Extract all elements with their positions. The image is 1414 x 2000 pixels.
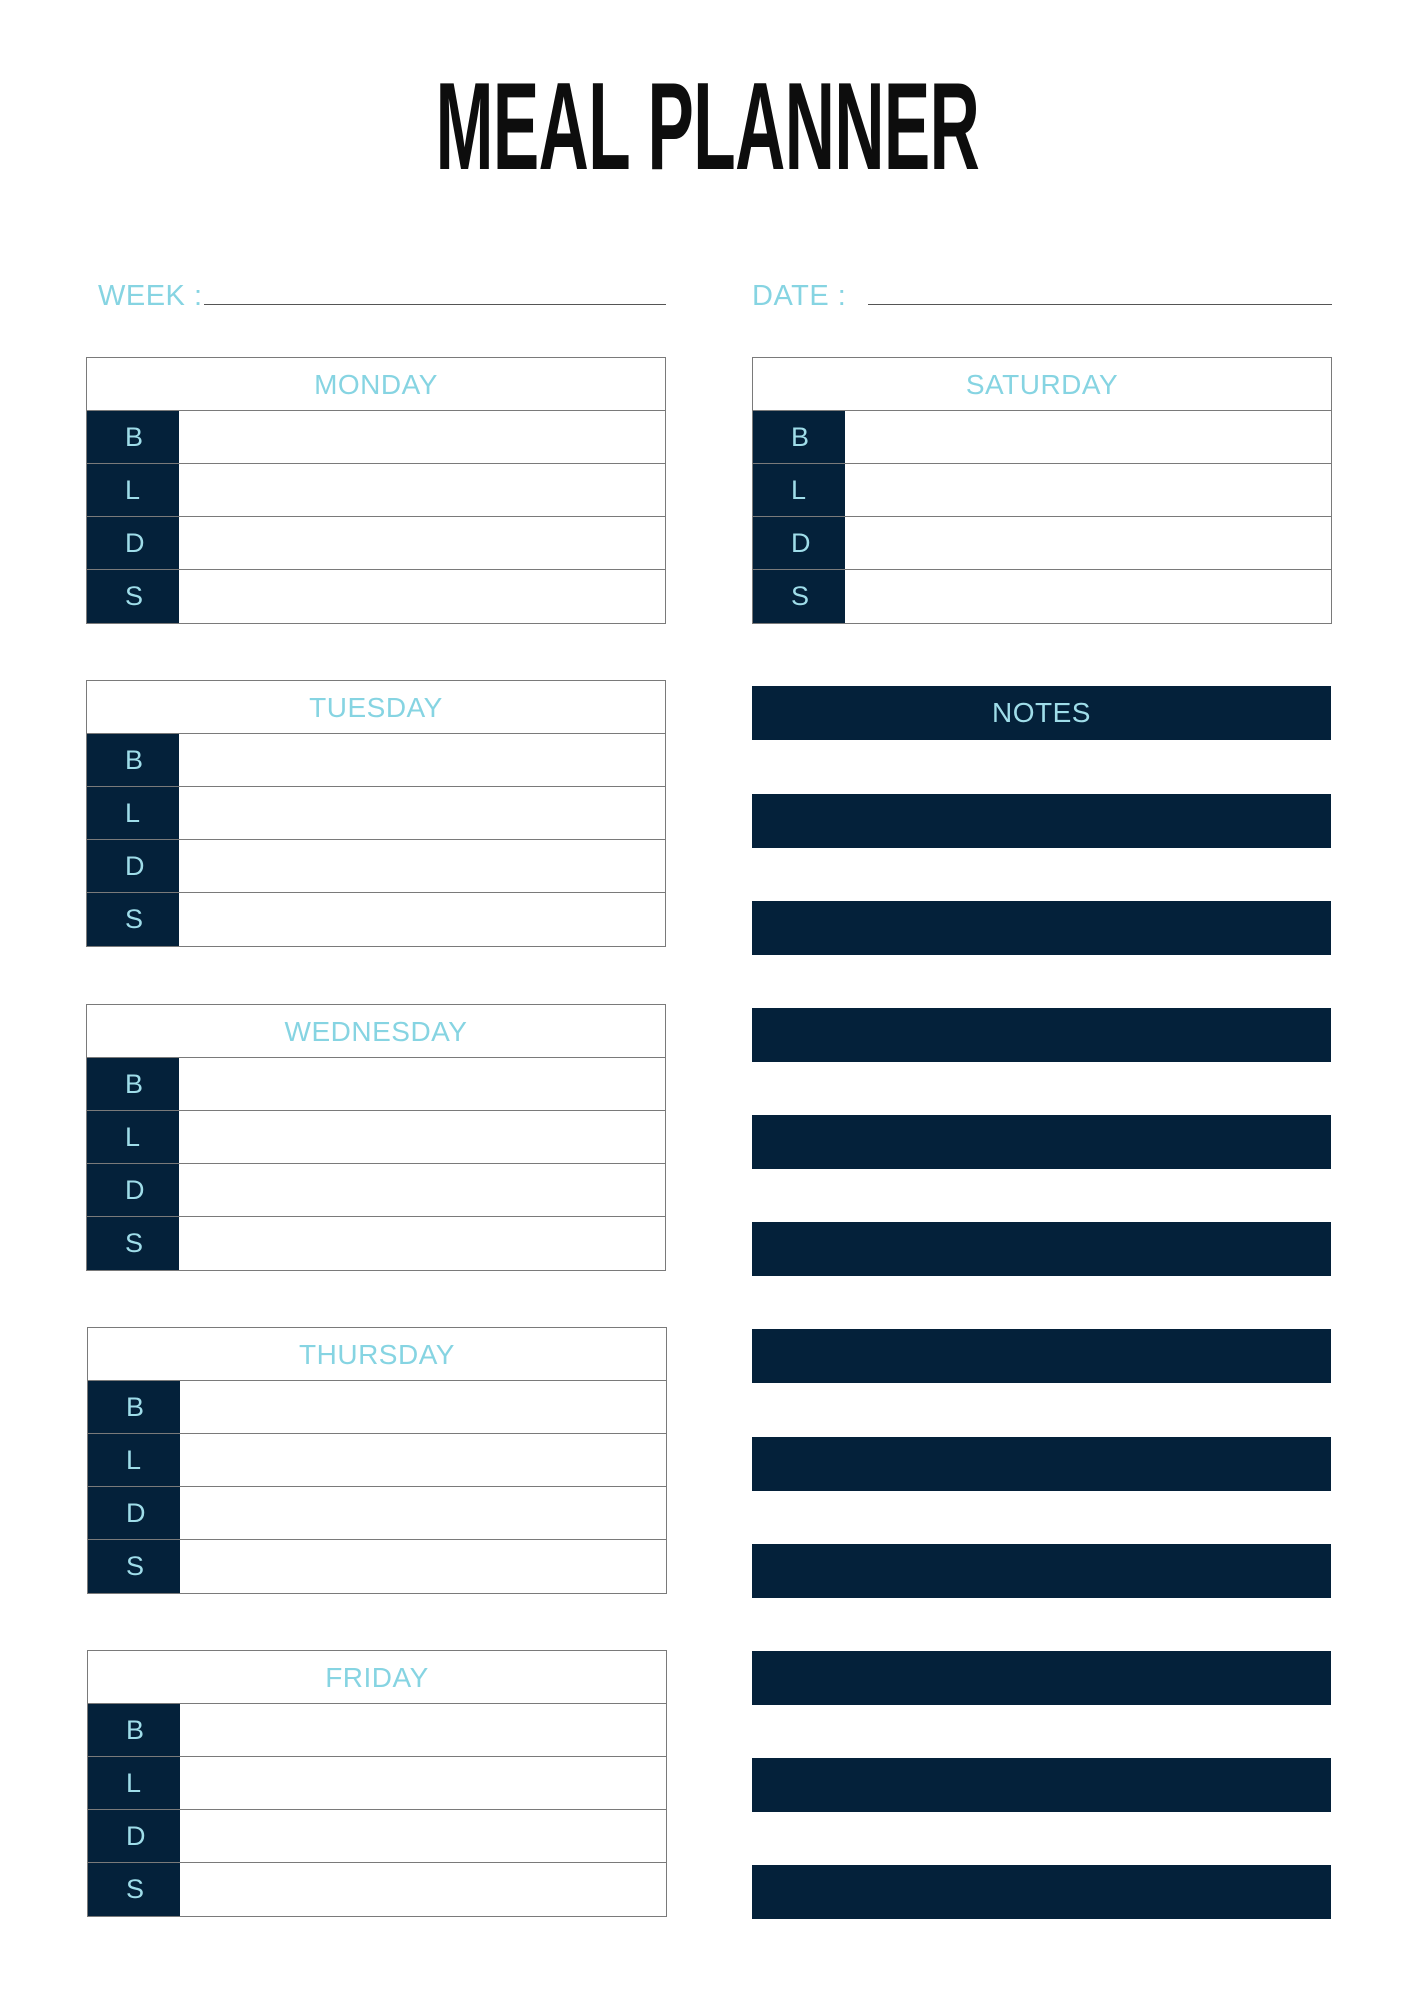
meal-row-snack[interactable]: [88, 1863, 666, 1916]
meal-row-lunch[interactable]: [753, 464, 1331, 517]
meal-entry[interactable]: [179, 464, 665, 516]
day-friday: [87, 1650, 667, 1917]
meal-letter: L: [87, 464, 179, 516]
meal-entry[interactable]: [179, 1111, 665, 1163]
meal-letter: D: [87, 517, 179, 569]
meal-letter: L: [753, 464, 845, 516]
meal-row-breakfast[interactable]: [88, 1381, 666, 1434]
meal-row-dinner[interactable]: [88, 1487, 666, 1540]
date-field[interactable]: [752, 274, 1332, 314]
day-header-monday: MONDAY: [87, 358, 665, 411]
meal-letter: D: [88, 1810, 180, 1862]
meal-row-lunch[interactable]: [87, 464, 665, 517]
meal-entry[interactable]: [179, 734, 665, 786]
day-header-thursday: THURSDAY: [88, 1328, 666, 1381]
notes-line[interactable]: [752, 1758, 1331, 1812]
meal-entry[interactable]: [180, 1434, 666, 1486]
meal-row-breakfast[interactable]: [87, 1058, 665, 1111]
meal-letter: S: [87, 1217, 179, 1270]
day-header-wednesday: WEDNESDAY: [87, 1005, 665, 1058]
notes-line[interactable]: [752, 1651, 1331, 1705]
meal-row-lunch[interactable]: [87, 787, 665, 840]
meal-letter: L: [87, 787, 179, 839]
notes-line[interactable]: [752, 1437, 1331, 1491]
day-header-friday: FRIDAY: [88, 1651, 666, 1704]
notes-line[interactable]: [752, 1115, 1331, 1169]
meal-row-snack[interactable]: [88, 1540, 666, 1593]
meal-letter: B: [88, 1381, 180, 1433]
meal-row-lunch[interactable]: [88, 1434, 666, 1487]
meal-entry[interactable]: [845, 570, 1331, 623]
meal-letter: B: [87, 734, 179, 786]
meal-entry[interactable]: [179, 1164, 665, 1216]
meal-entry[interactable]: [180, 1810, 666, 1862]
notes-title: NOTES: [752, 686, 1331, 740]
notes-line[interactable]: [752, 1222, 1331, 1276]
day-monday: [86, 357, 666, 624]
day-header-tuesday: TUESDAY: [87, 681, 665, 734]
meal-entry[interactable]: [179, 787, 665, 839]
meal-row-breakfast[interactable]: [753, 411, 1331, 464]
date-input-line[interactable]: [868, 304, 1332, 305]
meal-letter: B: [753, 411, 845, 463]
meal-entry[interactable]: [180, 1540, 666, 1593]
meal-letter: S: [753, 570, 845, 623]
meal-row-snack[interactable]: [87, 570, 665, 623]
meal-row-snack[interactable]: [87, 1217, 665, 1270]
meal-row-dinner[interactable]: [88, 1810, 666, 1863]
meal-letter: S: [87, 570, 179, 623]
meal-entry[interactable]: [180, 1487, 666, 1539]
page-title: [0, 58, 1414, 196]
day-wednesday: [86, 1004, 666, 1271]
meal-entry[interactable]: [179, 840, 665, 892]
meal-entry[interactable]: [179, 893, 665, 946]
meal-entry[interactable]: [180, 1704, 666, 1756]
meal-row-snack[interactable]: [753, 570, 1331, 623]
meal-letter: S: [88, 1540, 180, 1593]
day-thursday: [87, 1327, 667, 1594]
meal-entry[interactable]: [179, 517, 665, 569]
page-title-text: MEAL PLANNER: [435, 58, 979, 196]
meal-letter: S: [87, 893, 179, 946]
meal-entry[interactable]: [845, 464, 1331, 516]
meal-letter: D: [88, 1487, 180, 1539]
meal-entry[interactable]: [180, 1863, 666, 1916]
meal-letter: L: [88, 1434, 180, 1486]
week-label: WEEK :: [98, 280, 203, 312]
meal-letter: D: [87, 840, 179, 892]
meal-letter: B: [88, 1704, 180, 1756]
meal-entry[interactable]: [179, 411, 665, 463]
meal-letter: L: [87, 1111, 179, 1163]
meal-entry[interactable]: [845, 411, 1331, 463]
day-tuesday: [86, 680, 666, 947]
day-saturday: [752, 357, 1332, 624]
meal-row-lunch[interactable]: [87, 1111, 665, 1164]
meal-row-dinner[interactable]: [87, 840, 665, 893]
notes-line[interactable]: [752, 901, 1331, 955]
meal-letter: B: [87, 1058, 179, 1110]
meal-row-snack[interactable]: [87, 893, 665, 946]
meal-row-breakfast[interactable]: [88, 1704, 666, 1757]
notes-line[interactable]: [752, 1329, 1331, 1383]
meal-row-breakfast[interactable]: [87, 411, 665, 464]
meal-entry[interactable]: [845, 517, 1331, 569]
notes-line[interactable]: [752, 1008, 1331, 1062]
week-field[interactable]: [98, 274, 666, 314]
meal-letter: L: [88, 1757, 180, 1809]
meal-letter: D: [87, 1164, 179, 1216]
meal-letter: B: [87, 411, 179, 463]
day-header-saturday: SATURDAY: [753, 358, 1331, 411]
meal-row-dinner[interactable]: [753, 517, 1331, 570]
meal-entry[interactable]: [180, 1381, 666, 1433]
meal-entry[interactable]: [179, 1058, 665, 1110]
meal-entry[interactable]: [179, 1217, 665, 1270]
meal-entry[interactable]: [179, 570, 665, 623]
notes-line[interactable]: [752, 794, 1331, 848]
meal-letter: S: [88, 1863, 180, 1916]
meal-row-breakfast[interactable]: [87, 734, 665, 787]
meal-row-dinner[interactable]: [87, 517, 665, 570]
meal-row-lunch[interactable]: [88, 1757, 666, 1810]
notes-line[interactable]: [752, 1865, 1331, 1919]
week-input-line[interactable]: [204, 304, 666, 305]
meal-entry[interactable]: [180, 1757, 666, 1809]
meal-letter: D: [753, 517, 845, 569]
notes-line[interactable]: [752, 1544, 1331, 1598]
date-label: DATE :: [752, 280, 847, 312]
meal-row-dinner[interactable]: [87, 1164, 665, 1217]
